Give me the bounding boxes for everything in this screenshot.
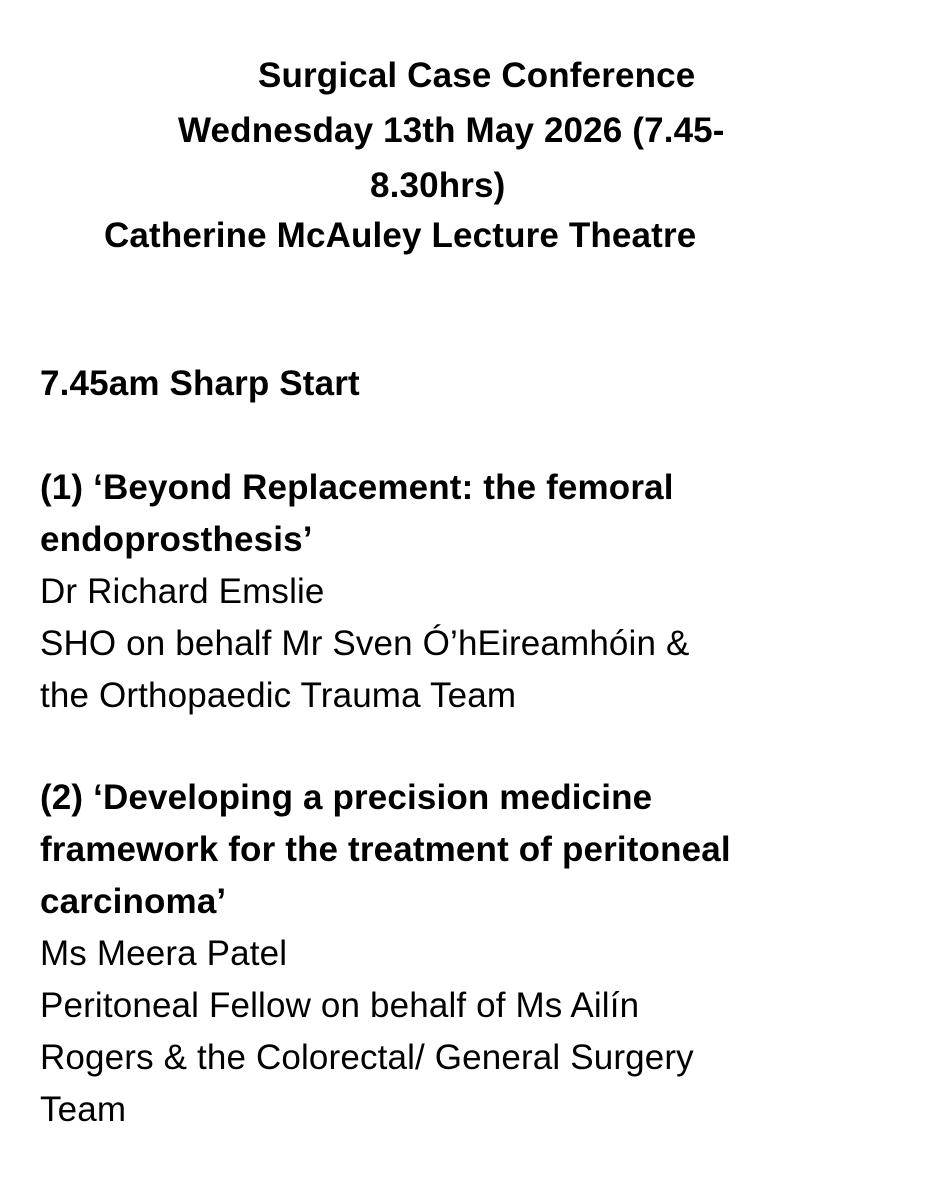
start-note-block xyxy=(40,358,920,410)
talk-1-affiliation-line-1: SHO on behalf Mr Sven Ó’hEireamhóin & xyxy=(40,624,690,663)
talk-2-title-line-2: framework for the treatment of peritoneal xyxy=(40,830,731,869)
talk-2-title-line-1: (2) ‘Developing a precision medicine xyxy=(40,778,653,817)
talk-2-affiliation-line-2: Rogers & the Colorectal/ General Surgery xyxy=(40,1038,694,1077)
talk-1-affiliation-line-2: the Orthopaedic Trauma Team xyxy=(40,676,517,715)
talk-2-affiliation-line-1: Peritoneal Fellow on behalf of Ms Ailín xyxy=(40,986,640,1025)
talk-2-title-line-3: carcinoma’ xyxy=(40,882,227,921)
talk-1 xyxy=(40,462,920,722)
talk-1-title-line-2: endoprosthesis’ xyxy=(40,520,313,559)
conference-venue: Catherine McAuley Lecture Theatre xyxy=(104,216,697,255)
conference-title: Surgical Case Conference xyxy=(258,56,696,95)
conference-date-line: Wednesday 13th May 2026 (7.45- xyxy=(178,111,725,150)
talk-1-presenter: Dr Richard Emslie xyxy=(40,572,325,611)
talk-2-presenter: Ms Meera Patel xyxy=(40,934,288,973)
talk-1-title-line-1: (1) ‘Beyond Replacement: the femoral xyxy=(40,468,674,507)
talk-2-affiliation-line-3: Team xyxy=(40,1090,127,1129)
conference-time-line: 8.30hrs) xyxy=(370,166,506,205)
talk-2 xyxy=(40,772,920,1136)
start-note: 7.45am Sharp Start xyxy=(40,364,360,403)
